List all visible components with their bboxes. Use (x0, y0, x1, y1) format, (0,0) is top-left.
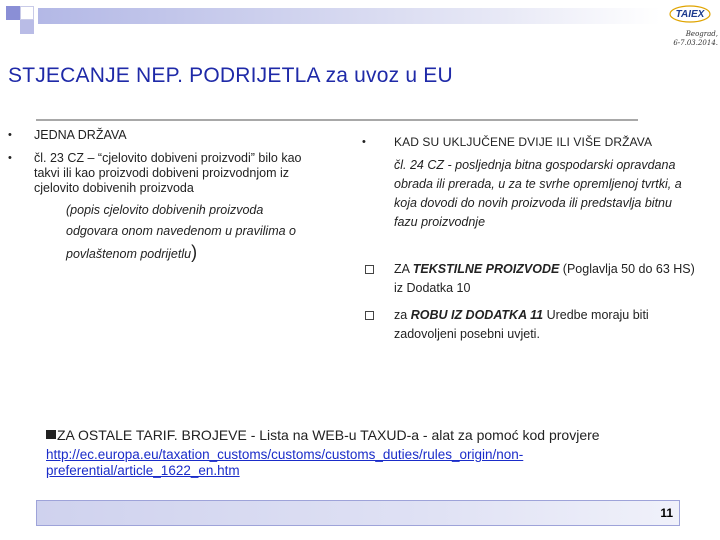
square-bullet-icon (365, 265, 374, 274)
place-line: Beograd, (685, 30, 718, 38)
header-square-blank (6, 20, 20, 34)
left-note (8, 200, 318, 265)
subitem-2-post: Uredbe moraju biti zadovoljeni posebni uvjeti. (394, 308, 649, 341)
left-item-2-text: čl. 23 CZ – “cjelovito dobiveni proizvodi” bilo kao takvi ili kao proizvodi dobiveni proizvodnjom iz cjelovito dobivenih proizvoda (34, 151, 302, 195)
header-band (38, 8, 660, 24)
footer-bar (36, 500, 680, 526)
right-bullet (362, 135, 702, 150)
left-note-text: (popis cjelovito dobivenih proizvoda odgovara onom navedenom u pravilima o povlaštenom podrijetlu (66, 203, 296, 261)
place-date (672, 30, 718, 48)
right-subitem-1 (362, 260, 699, 298)
header-square-light (20, 20, 34, 34)
slide-title: STJECANJE NEP. PODRIJETLA za uvoz u EU (8, 64, 453, 87)
left-note-paren: ) (191, 242, 198, 262)
right-column (362, 126, 702, 344)
subitem-1-bold: TEKSTILNE PROIZVODE (412, 262, 560, 276)
header-square-dark (6, 6, 20, 20)
bullet-icon: • (8, 152, 12, 164)
other-tariff-note (46, 427, 600, 443)
subitem-2-bold: ROBU IZ DODATKA 11 (410, 308, 544, 322)
page-number: 11 (660, 506, 673, 520)
right-italic-text: čl. 24 CZ - posljednja bitna gospodarski opravdana obrada ili prerada, u za te svrhe opremljenoj tvrtki, a koja dovodi do novih proizvoda ili predstavlja bitnu fazu proizvodnje (394, 158, 682, 229)
subitem-1-pre: ZA (394, 262, 413, 276)
date-line: 6-7.03.2014. (673, 39, 718, 47)
square-bullet-icon (46, 430, 56, 439)
title-divider (36, 119, 638, 121)
left-column (8, 126, 318, 265)
taiex-logo-text: TAIEX (675, 8, 705, 20)
left-item-1-text: JEDNA DRŽAVA (34, 128, 127, 142)
subitem-1-post: (Poglavlja 50 do 63 HS) iz Dodatka 10 (394, 262, 695, 295)
taiex-logo (668, 4, 712, 24)
taxud-link[interactable]: http://ec.europa.eu/taxation_customs/customs/customs_duties/rules_origin/non-preferential/article_1622_en.htm (46, 447, 524, 478)
bullet-icon: • (8, 129, 12, 141)
header-square-white (20, 6, 34, 20)
square-bullet-icon (365, 311, 374, 320)
right-head-text: KAD SU UKLJUČENE DVIJE ILI VIŠE DRŽAVA (394, 135, 653, 149)
subitem-2-pre: za (394, 308, 411, 322)
other-tariff-text: ZA OSTALE TARIF. BROJEVE - Lista na WEB-u TAXUD-a - alat za pomoć kod provjere (57, 427, 600, 443)
bullet-icon: • (362, 136, 366, 148)
right-subitem-2 (362, 306, 699, 344)
left-bullet-2 (8, 151, 318, 196)
left-bullet-1 (8, 128, 318, 143)
